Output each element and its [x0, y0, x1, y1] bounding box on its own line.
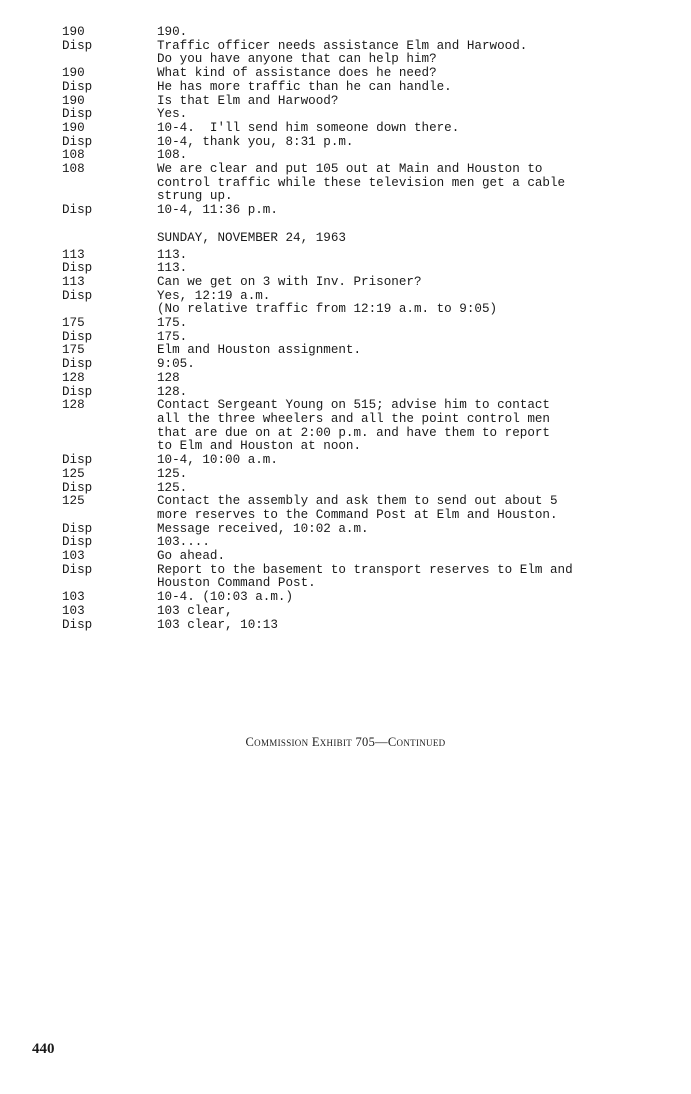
- message-text: 175.: [157, 329, 188, 344]
- transcript-row: [62, 276, 662, 290]
- transcript-row: [62, 591, 662, 605]
- section-heading-row: [62, 232, 662, 246]
- message-text: 10-4, thank you, 8:31 p.m.: [157, 134, 354, 149]
- message-text: 113.: [157, 247, 188, 262]
- transcript-row: [62, 95, 662, 109]
- speaker-label: 103: [62, 549, 85, 564]
- message-text: 128.: [157, 384, 188, 399]
- message-text: What kind of assistance does he need?: [157, 66, 437, 81]
- transcript-row: [62, 482, 662, 496]
- speaker-label: Disp: [62, 384, 93, 399]
- transcript-row: [62, 468, 662, 482]
- message-text: 125.: [157, 466, 188, 481]
- message-text: 10-4. I'll send him someone down there.: [157, 120, 460, 135]
- message-text: Can we get on 3 with Inv. Prisoner?: [157, 274, 422, 289]
- speaker-label: 108: [62, 148, 85, 163]
- speaker-label: 175: [62, 316, 85, 331]
- speaker-label: 190: [62, 25, 85, 39]
- transcript-row: [62, 550, 662, 564]
- transcript-block-sunday: [62, 249, 662, 633]
- speaker-label: Disp: [62, 329, 93, 344]
- message-text: 10-4, 11:36 p.m.: [157, 203, 278, 218]
- speaker-label: Disp: [62, 453, 93, 468]
- transcript-row: [62, 344, 662, 358]
- message-text: 113.: [157, 261, 188, 276]
- transcript-row: [62, 26, 662, 40]
- speaker-label: 108: [62, 162, 85, 177]
- speaker-label: Disp: [62, 617, 93, 632]
- transcript-row: [62, 536, 662, 550]
- message-text: 103 clear,: [157, 603, 233, 618]
- speaker-label: 103: [62, 603, 85, 618]
- message-text: Elm and Houston assignment.: [157, 343, 362, 358]
- transcript-row: [62, 40, 662, 67]
- speaker-label: 113: [62, 247, 85, 262]
- page-number: 440: [32, 1041, 55, 1057]
- message-text: We are clear and put 105 out at Main and Houston to control traffic while these television men get a cable strung up.: [157, 162, 566, 204]
- transcript: [62, 26, 662, 632]
- transcript-row: [62, 372, 662, 386]
- message-text: 190.: [157, 25, 188, 39]
- speaker-label: 190: [62, 93, 85, 108]
- message-text: 175.: [157, 316, 188, 331]
- message-text: 103 clear, 10:13: [157, 617, 278, 632]
- transcript-row: [62, 331, 662, 345]
- message-text: 128: [157, 370, 180, 385]
- speaker-label: 190: [62, 120, 85, 135]
- transcript-row: [62, 605, 662, 619]
- speaker-label: Disp: [62, 357, 93, 372]
- message-text: 9:05.: [157, 357, 195, 372]
- transcript-row: [62, 149, 662, 163]
- speaker-label: Disp: [62, 79, 93, 94]
- message-text: 103....: [157, 535, 210, 550]
- transcript-row: [62, 249, 662, 263]
- transcript-block-saturday: [62, 26, 662, 218]
- speaker-label: 190: [62, 66, 85, 81]
- message-text: Yes, 12:19 a.m. (No relative traffic from 12:19 a.m. to 9:05): [157, 288, 498, 317]
- speaker-label: Disp: [62, 562, 93, 577]
- transcript-row: [62, 136, 662, 150]
- transcript-row: [62, 204, 662, 218]
- transcript-row: [62, 495, 662, 522]
- transcript-row: [62, 290, 662, 317]
- speaker-label: 125: [62, 494, 85, 509]
- transcript-row: [62, 399, 662, 454]
- transcript-row: [62, 81, 662, 95]
- speaker-label: 128: [62, 398, 85, 413]
- speaker-label: Disp: [62, 288, 93, 303]
- speaker-label: Disp: [62, 203, 93, 218]
- speaker-label: Disp: [62, 535, 93, 550]
- exhibit-caption: Commission Exhibit 705—Continued: [245, 735, 446, 749]
- message-text: Yes.: [157, 107, 188, 122]
- message-text: He has more traffic than he can handle.: [157, 79, 452, 94]
- transcript-row: [62, 67, 662, 81]
- message-text: Traffic officer needs assistance Elm and Harwood. Do you have anyone that can help him?: [157, 38, 528, 67]
- transcript-row: [62, 523, 662, 537]
- transcript-row: [62, 122, 662, 136]
- transcript-row: [62, 317, 662, 331]
- transcript-row: [62, 619, 662, 633]
- transcript-row: [62, 358, 662, 372]
- message-text: Report to the basement to transport reserves to Elm and Houston Command Post.: [157, 562, 573, 591]
- speaker-label: Disp: [62, 38, 93, 53]
- section-heading: SUNDAY, NOVEMBER 24, 1963: [157, 230, 346, 245]
- transcript-row: [62, 454, 662, 468]
- transcript-row: [62, 564, 662, 591]
- transcript-row: [62, 386, 662, 400]
- message-text: 10-4, 10:00 a.m.: [157, 453, 278, 468]
- transcript-row: [62, 262, 662, 276]
- speaker-label: 175: [62, 343, 85, 358]
- message-text: 108.: [157, 148, 188, 163]
- message-text: 10-4. (10:03 a.m.): [157, 590, 294, 605]
- speaker-label: Disp: [62, 134, 93, 149]
- speaker-label: Disp: [62, 521, 93, 536]
- speaker-label: Disp: [62, 261, 93, 276]
- transcript-row: [62, 108, 662, 122]
- speaker-label: 103: [62, 590, 85, 605]
- message-text: 125.: [157, 480, 188, 495]
- transcript-row: [62, 163, 662, 204]
- message-text: Message received, 10:02 a.m.: [157, 521, 369, 536]
- message-text: Is that Elm and Harwood?: [157, 93, 339, 108]
- speaker-label: 113: [62, 274, 85, 289]
- speaker-label: Disp: [62, 480, 93, 495]
- message-text: Go ahead.: [157, 549, 226, 564]
- message-text: Contact Sergeant Young on 515; advise him to contact all the three wheelers and all the point control men that are due on at 2:00 p.m. and have them to report to Elm and Houston at noon.: [157, 398, 550, 454]
- speaker-label: 125: [62, 466, 85, 481]
- speaker-label: 128: [62, 370, 85, 385]
- speaker-label: Disp: [62, 107, 93, 122]
- message-text: Contact the assembly and ask them to send out about 5 more reserves to the Command Post at Elm and Houston.: [157, 494, 558, 522]
